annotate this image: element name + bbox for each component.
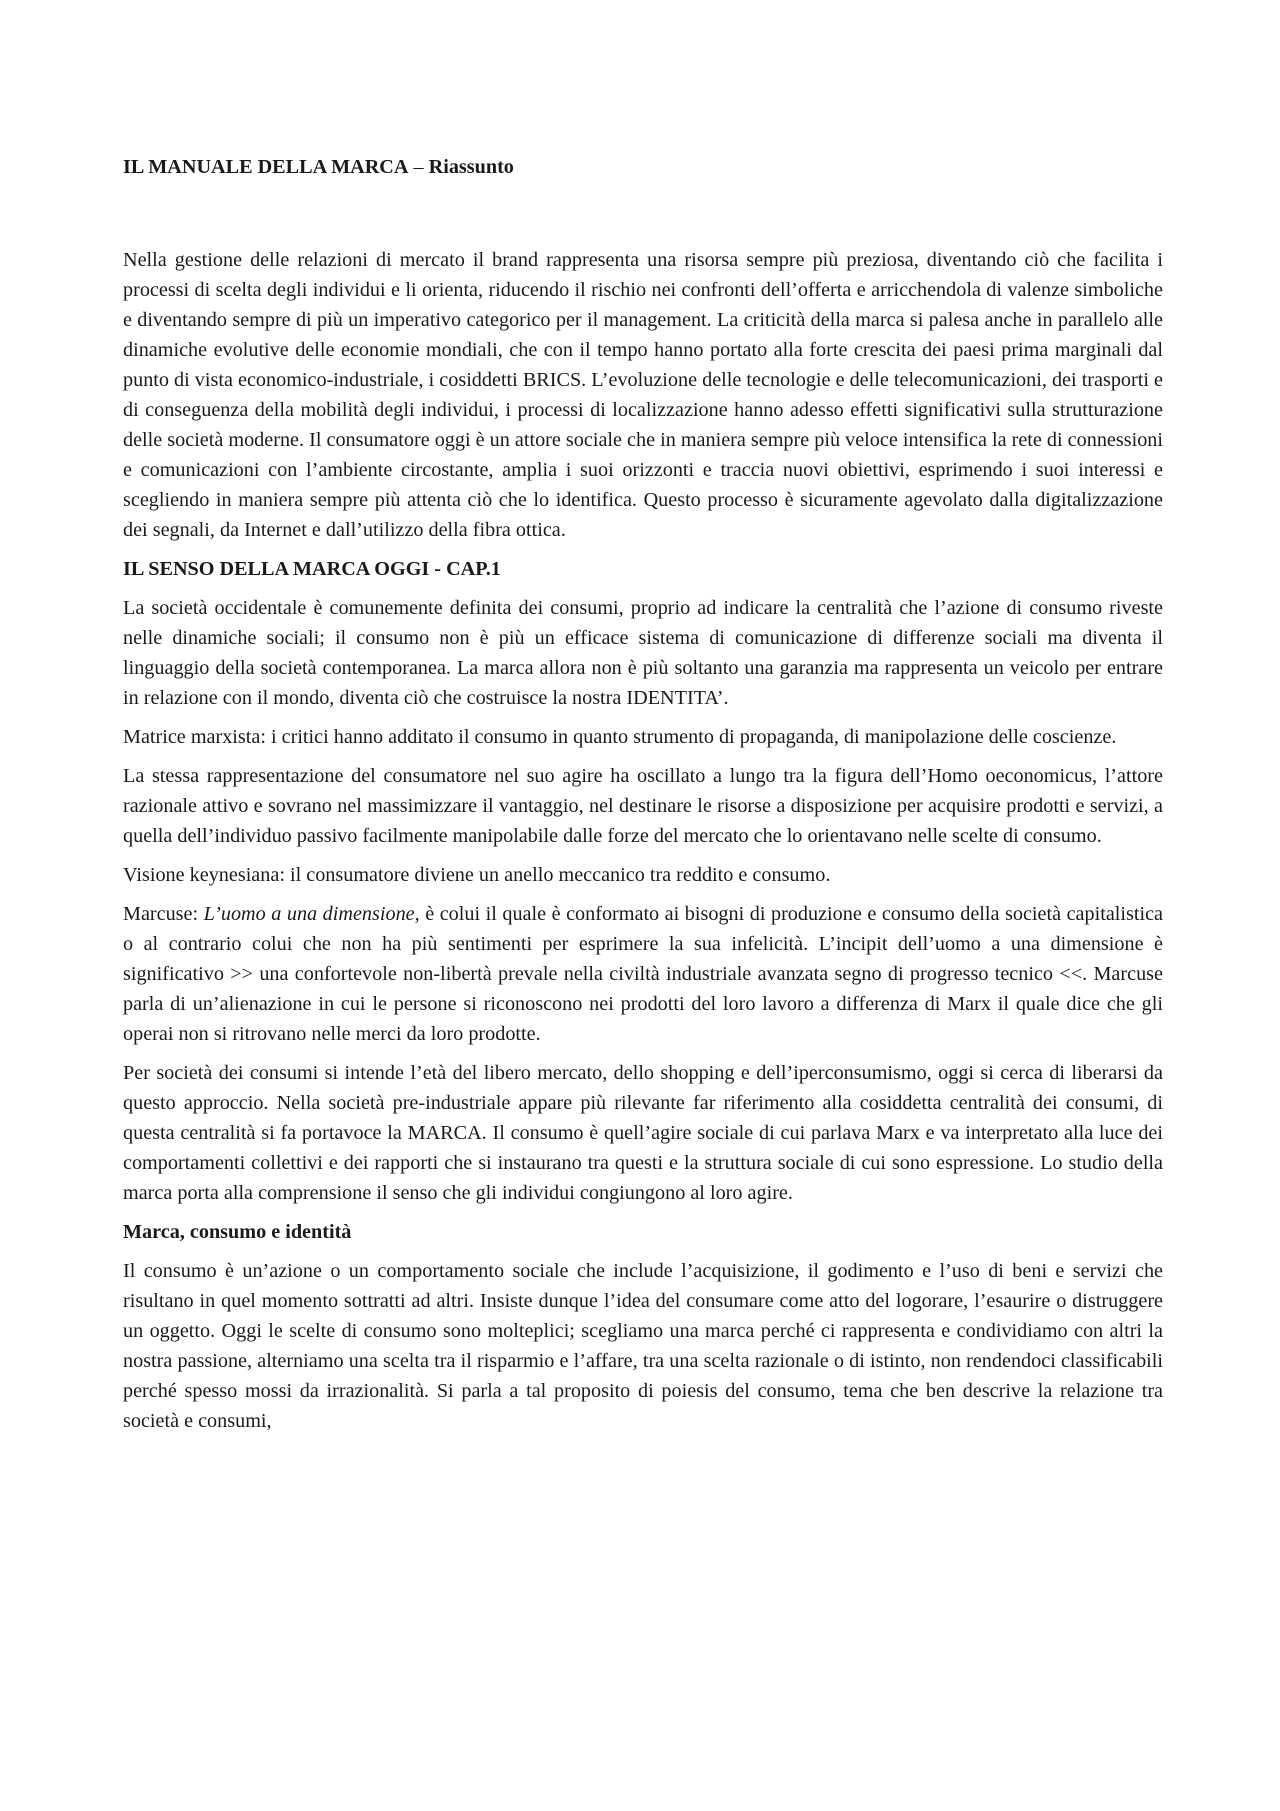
- title-sub: Riassunto: [428, 156, 514, 178]
- cap1-paragraph-3: La stessa rappresentazione del consumatore nel suo agire ha oscillato a lungo tra la figura dell’Homo oeconomicus, l’attore razionale attivo e sovrano nel massimizzare il vantaggio, nel destinare le risorse a disposizione per acquisire prodotti e servizi, a quella dell’individuo passivo facilmente manipolabile dalle forze del mercato che lo orientavano nelle scelte di consumo.: [123, 765, 1163, 847]
- title-dash: –: [408, 156, 429, 178]
- document-body: [123, 152, 1163, 1436]
- marcuse-lead: Marcuse:: [123, 903, 204, 925]
- cap1-paragraph-5: [123, 899, 1163, 1049]
- cap1-paragraph-1: La società occidentale è comunemente definita dei consumi, proprio ad indicare la centralità che l’azione di consumo riveste nelle dinamiche sociali; il consumo non è più un efficace sistema di comunicazione di differenze sociali ma diventa il linguaggio della società contemporanea. La marca allora non è più soltanto una garanzia ma rappresenta un veicolo per entrare in relazione con il mondo, diventa ciò che costruisce la nostra IDENTITA’.: [123, 597, 1163, 709]
- intro-paragraph: Nella gestione delle relazioni di mercato il brand rappresenta una risorsa sempre più preziosa, diventando ciò che facilita i processi di scelta degli individui e li orienta, riducendo il rischio nei confronti dell’offerta e arricchendola di valenze simboliche e diventando sempre di più un imperativo categorico per il management. La criticità della marca si palesa anche in parallelo alle dinamiche evolutive delle economie mondiali, che con il tempo hanno portato alla forte crescita dei paesi prima marginali dal punto di vista economico-industriale, i cosiddetti BRICS. L’evoluzione delle tecnologie e delle telecomunicazioni, dei trasporti e di conseguenza della mobilità degli individui, i processi di localizzazione hanno adesso effetti significativi sulla strutturazione delle società moderne. Il consumatore oggi è un attore sociale che in maniera sempre più veloce intensifica la rete di connessioni e comunicazioni con l’ambiente circostante, amplia i suoi orizzonti e traccia nuovi obiettivi, esprimendo i suoi interessi e scegliendo in maniera sempre più attenta ciò che lo identifica. Questo processo è sicuramente agevolato dalla digitalizzazione dei segnali, da Internet e dall’utilizzo della fibra ottica.: [123, 249, 1163, 541]
- title-main: IL MANUALE DELLA MARCA: [123, 156, 409, 178]
- cap1-paragraph-6: Per società dei consumi si intende l’età del libero mercato, dello shopping e dell’iperconsumismo, oggi si cerca di liberarsi da questo approccio. Nella società pre-industriale appare più rilevante far riferimento alla cosiddetta centralità dei consumi, di questa centralità si fa portavoce la MARCA. Il consumo è quell’agire sociale di cui parlava Marx e va interpretato alla luce dei comportamenti collettivi e dei rapporti che si instaurano tra questi e la struttura sociale di cui sono espressione. Lo studio della marca porta alla comprensione il senso che gli individui congiungono al loro agire.: [123, 1062, 1163, 1204]
- identity-paragraph-1: Il consumo è un’azione o un comportamento sociale che include l’acquisizione, il godimento e l’uso di beni e servizi che risultano in quel momento sottratti ad altri. Insiste dunque l’idea del consumare come atto del logorare, l’esaurire o distruggere un oggetto. Oggi le scelte di consumo sono molteplici; scegliamo una marca perché ci rappresenta e condividiamo con altri la nostra passione, alterniamo una scelta tra il risparmio e l’affare, tra una scelta razionale o di istinto, non rendendoci classificabili perché spesso mossi da irrazionalità. Si parla a tal proposito di poiesis del consumo, tema che ben descrive la relazione tra società e consumi,: [123, 1260, 1163, 1432]
- section-heading-cap1: IL SENSO DELLA MARCA OGGI - CAP.1: [123, 558, 501, 580]
- cap1-paragraph-2: Matrice marxista: i critici hanno additato il consumo in quanto strumento di propaganda, di manipolazione delle coscienze.: [123, 726, 1117, 748]
- cap1-paragraph-4: Visione keynesiana: il consumatore diviene un anello meccanico tra reddito e consumo.: [123, 864, 831, 886]
- marcuse-rest: è colui il quale è conformato ai bisogni di produzione e consumo della società capitalistica o al contrario colui che non ha più sentimenti per esprimere la sua infelicità. L’incipit dell’uomo a una dimensione è significativo >> una confortevole non-libertà prevale nella civiltà industriale avanzata segno di progresso tecnico <<. Marcuse parla di un’alienazione in cui le persone si riconoscono nei prodotti del loro lavoro a differenza di Marx il quale dice che gli operai non si ritrovano nelle merci da loro prodotte.: [123, 903, 1163, 1045]
- book-title-italic: L’uomo a una dimensione,: [203, 903, 420, 925]
- section-heading-identity: Marca, consumo e identità: [123, 1221, 352, 1243]
- document-title: [123, 152, 1163, 182]
